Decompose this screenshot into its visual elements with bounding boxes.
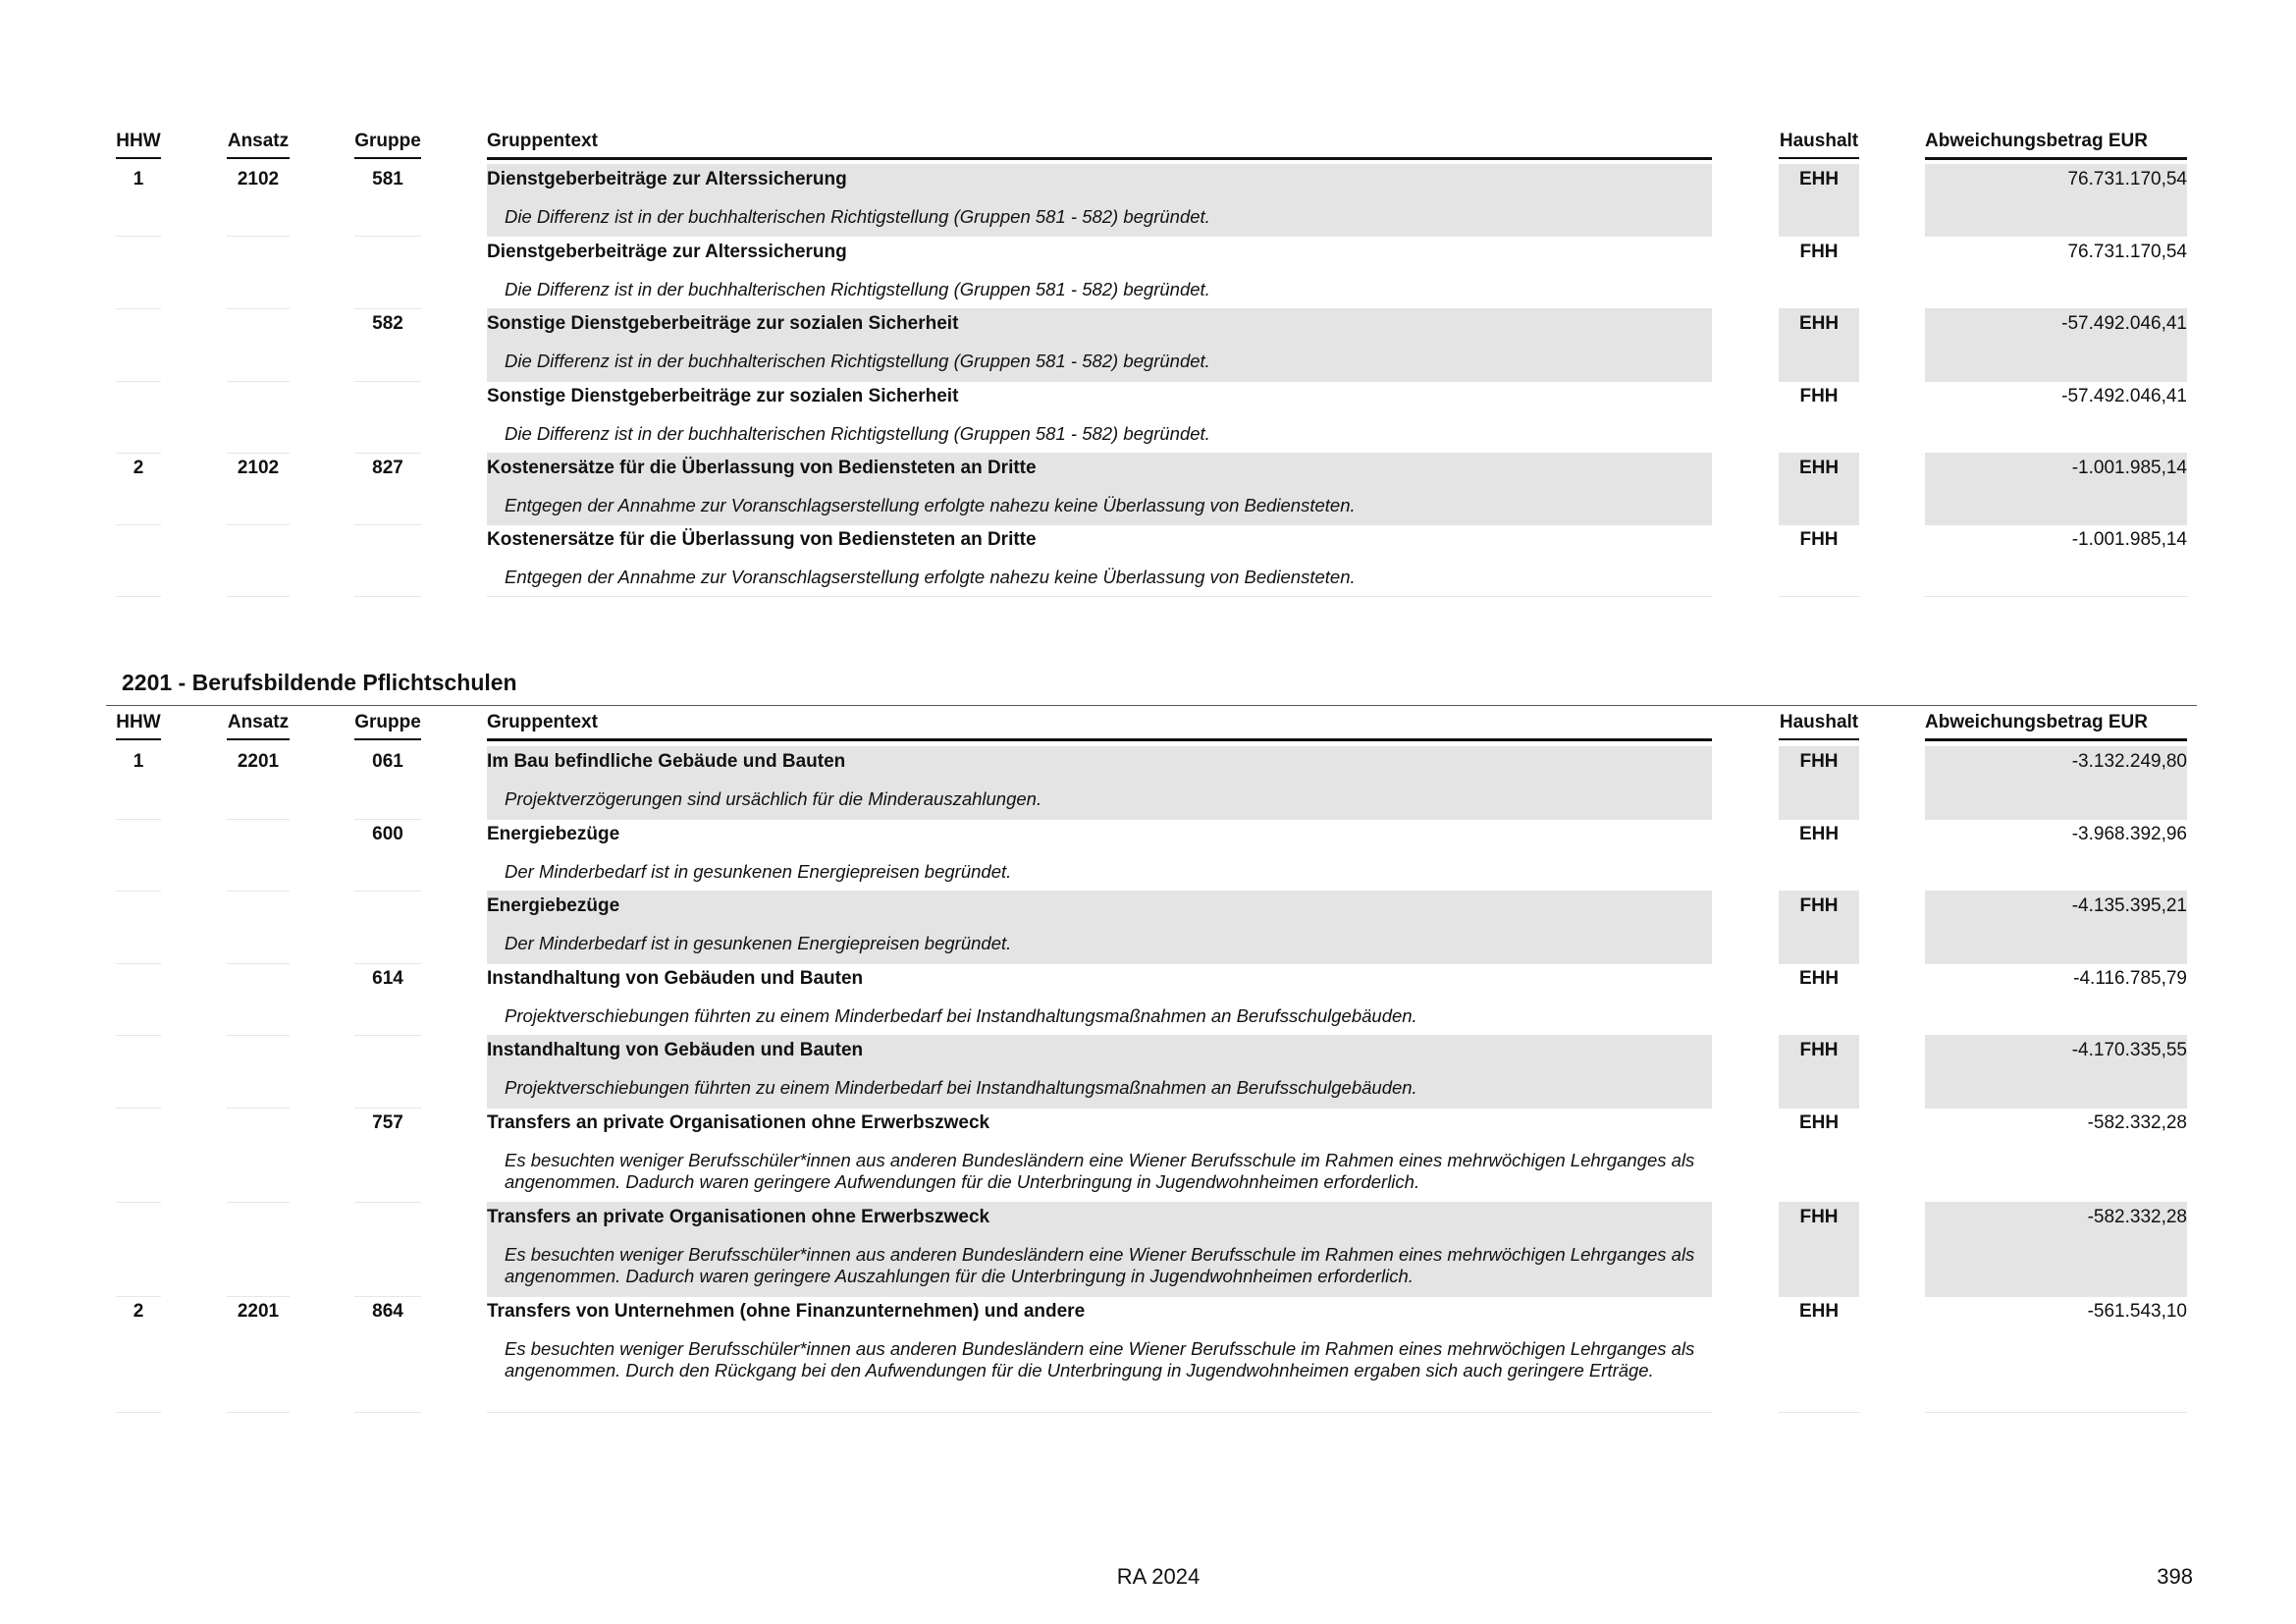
cell-gruppentext (487, 1202, 1712, 1296)
cell-gruppe (354, 891, 421, 963)
group-title: Sonstige Dienstgeberbeiträge zur sozialen Sicherheit (487, 313, 959, 334)
cell-haushalt-value: FHH (1799, 529, 1839, 550)
cell-hhw (116, 819, 161, 891)
group-note: Es besuchten weniger Berufsschüler*innen aus anderen Bundesländern eine Wiener Berufsschule im Rahmen eines mehrwöchigen Lehrganges als angenommen. Dadurch waren geringere Auszahlungen für die Unterbringung in Jugendwohnheimen erforderlich. (505, 1244, 1695, 1286)
group-note: Der Minderbedarf ist in gesunkenen Energiepreisen begründet. (505, 861, 1012, 882)
row-separator (354, 596, 421, 597)
cell-amount (1925, 524, 2187, 596)
cell-gruppe-value: 864 (372, 1301, 403, 1322)
cell-haushalt (1779, 381, 1859, 453)
cell-gruppe (354, 1296, 421, 1412)
cell-gruppe-value: 582 (372, 313, 403, 334)
cell-ansatz (227, 237, 290, 308)
cell-gruppentext (487, 237, 1712, 308)
cell-hhw (116, 891, 161, 963)
row-separator (354, 1412, 421, 1413)
cell-hhw (116, 164, 161, 236)
col-betrag-header: Abweichungsbetrag EUR (1925, 707, 2187, 741)
cell-ansatz (227, 1108, 290, 1202)
cell-gruppe (354, 453, 421, 524)
cell-gruppentext (487, 164, 1712, 236)
group-note: Projektverzögerungen sind ursächlich für die Minderauszahlungen. (505, 788, 1042, 809)
row-separator (1925, 1412, 2187, 1413)
col-gruppentext-header: Gruppentext (487, 126, 1712, 160)
row-separator (487, 1412, 1712, 1413)
cell-ansatz (227, 308, 290, 381)
cell-gruppentext (487, 891, 1712, 963)
cell-ansatz (227, 1035, 290, 1108)
group-note: Es besuchten weniger Berufsschüler*innen aus anderen Bundesländern eine Wiener Berufsschule im Rahmen eines mehrwöchigen Lehrganges als angenommen. Durch den Rückgang bei den Aufwendungen für die Unterbringung in Jugendwohnheimen ergaben sich auch geringere Erträge. (505, 1338, 1695, 1380)
cell-ansatz (227, 164, 290, 236)
col-haushalt-header: Haushalt (1779, 707, 1859, 740)
cell-haushalt (1779, 1296, 1859, 1412)
cell-haushalt-value: FHH (1799, 242, 1839, 262)
row-separator (487, 596, 1712, 597)
group-note: Die Differenz ist in der buchhalterischen Richtigstellung (Gruppen 581 - 582) begründet. (505, 206, 1210, 227)
cell-ansatz-value: 2102 (237, 169, 280, 189)
cell-gruppe-value: 757 (372, 1112, 403, 1133)
cell-amount (1925, 963, 2187, 1035)
cell-gruppe (354, 381, 421, 453)
cell-haushalt (1779, 1035, 1859, 1108)
cell-haushalt-value: EHH (1798, 169, 1840, 189)
cell-amount-value: 76.731.170,54 (2067, 242, 2187, 262)
group-note: Projektverschiebungen führten zu einem Minderbedarf bei Instandhaltungsmaßnahmen an Berufsschulgebäuden. (505, 1005, 1417, 1026)
group-note: Entgegen der Annahme zur Voranschlagserstellung erfolgte nahezu keine Überlassung von Bediensteten. (505, 495, 1356, 515)
cell-haushalt-value: FHH (1799, 386, 1839, 406)
cell-gruppe-value: 600 (372, 824, 403, 844)
cell-haushalt (1779, 891, 1859, 963)
cell-gruppe (354, 524, 421, 596)
cell-haushalt (1779, 1202, 1859, 1296)
col-haushalt-header: Haushalt (1779, 126, 1859, 159)
cell-gruppe-value: 061 (372, 751, 403, 772)
table-row (0, 164, 2296, 236)
table-row (0, 524, 2296, 596)
cell-gruppentext (487, 1296, 1712, 1412)
cell-haushalt (1779, 746, 1859, 819)
cell-hhw (116, 746, 161, 819)
footer-document-name: RA 2024 (1116, 1564, 1201, 1589)
cell-haushalt (1779, 1108, 1859, 1202)
row-separator (1925, 596, 2187, 597)
col-hhw-header: HHW (116, 707, 161, 740)
cell-amount (1925, 819, 2187, 891)
cell-gruppe (354, 746, 421, 819)
cell-gruppe (354, 308, 421, 381)
group-note: Die Differenz ist in der buchhalterischen Richtigstellung (Gruppen 581 - 582) begründet. (505, 351, 1210, 371)
group-note: Es besuchten weniger Berufsschüler*innen aus anderen Bundesländern eine Wiener Berufsschule im Rahmen eines mehrwöchigen Lehrganges als angenommen. Dadurch waren geringere Aufwendungen für die Unterbringung in Jugendwohnheimen erforderlich. (505, 1150, 1695, 1192)
col-gruppe-header: Gruppe (354, 126, 421, 159)
cell-haushalt (1779, 963, 1859, 1035)
group-note: Entgegen der Annahme zur Voranschlagserstellung erfolgte nahezu keine Überlassung von Bediensteten. (505, 567, 1356, 587)
cell-amount-value: -4.116.785,79 (2073, 968, 2187, 989)
col-ansatz-header: Ansatz (227, 126, 290, 159)
cell-haushalt-value: EHH (1798, 458, 1840, 478)
cell-gruppentext (487, 963, 1712, 1035)
cell-hhw (116, 381, 161, 453)
cell-ansatz-value: 2201 (237, 1301, 280, 1322)
row-separator (116, 596, 161, 597)
table-header-2 (0, 707, 2296, 742)
section-divider (106, 705, 2197, 706)
cell-hhw (116, 963, 161, 1035)
cell-hhw-value: 2 (133, 458, 144, 478)
cell-amount (1925, 237, 2187, 308)
cell-hhw (116, 1108, 161, 1202)
cell-ansatz (227, 1296, 290, 1412)
table-header-1 (0, 126, 2296, 161)
col-gruppe-header: Gruppe (354, 707, 421, 740)
cell-amount-value: -582.332,28 (2087, 1112, 2187, 1133)
group-title: Energiebezüge (487, 824, 620, 844)
group-title: Energiebezüge (487, 895, 620, 916)
cell-amount (1925, 308, 2187, 381)
cell-amount (1925, 381, 2187, 453)
col-gruppentext-header: Gruppentext (487, 707, 1712, 741)
cell-ansatz (227, 453, 290, 524)
cell-gruppentext (487, 819, 1712, 891)
group-title: Kostenersätze für die Überlassung von Bediensteten an Dritte (487, 529, 1037, 550)
table-row (0, 1108, 2296, 1202)
row-separator (116, 1412, 161, 1413)
cell-haushalt (1779, 164, 1859, 236)
cell-gruppentext (487, 381, 1712, 453)
cell-ansatz (227, 891, 290, 963)
cell-gruppe-value: 827 (372, 458, 403, 478)
cell-haushalt (1779, 819, 1859, 891)
cell-ansatz (227, 963, 290, 1035)
cell-gruppe (354, 963, 421, 1035)
cell-haushalt-value: EHH (1798, 1301, 1840, 1322)
cell-haushalt-value: EHH (1798, 824, 1840, 844)
section-title: 2201 - Berufsbildende Pflichtschulen (122, 670, 517, 695)
cell-amount (1925, 1108, 2187, 1202)
cell-haushalt (1779, 524, 1859, 596)
cell-hhw (116, 1296, 161, 1412)
cell-gruppe (354, 1202, 421, 1296)
cell-hhw (116, 237, 161, 308)
group-note: Der Minderbedarf ist in gesunkenen Energiepreisen begründet. (505, 933, 1012, 953)
cell-amount (1925, 1296, 2187, 1412)
cell-ansatz (227, 746, 290, 819)
cell-amount-value: -561.543,10 (2087, 1301, 2187, 1322)
table-row (0, 308, 2296, 381)
cell-hhw-value: 1 (133, 169, 144, 189)
cell-amount (1925, 1035, 2187, 1108)
table-row (0, 1035, 2296, 1108)
cell-ansatz (227, 819, 290, 891)
cell-ansatz (227, 381, 290, 453)
table-row (0, 819, 2296, 891)
cell-ansatz-value: 2102 (237, 458, 280, 478)
group-title: Dienstgeberbeiträge zur Alterssicherung (487, 169, 847, 189)
group-note: Die Differenz ist in der buchhalterischen Richtigstellung (Gruppen 581 - 582) begründet. (505, 423, 1210, 444)
cell-haushalt (1779, 237, 1859, 308)
cell-gruppentext (487, 524, 1712, 596)
cell-gruppentext (487, 453, 1712, 524)
cell-amount-value: -3.968.392,96 (2071, 824, 2187, 844)
table-row (0, 237, 2296, 308)
cell-amount-value: -57.492.046,41 (2061, 313, 2187, 334)
cell-gruppe (354, 1035, 421, 1108)
cell-gruppentext (487, 1035, 1712, 1108)
group-note: Die Differenz ist in der buchhalterischen Richtigstellung (Gruppen 581 - 582) begründet. (505, 279, 1210, 299)
col-ansatz-header: Ansatz (227, 707, 290, 740)
cell-amount-value: -582.332,28 (2087, 1207, 2187, 1227)
col-betrag-header: Abweichungsbetrag EUR (1925, 126, 2187, 160)
cell-hhw (116, 524, 161, 596)
table-row (0, 963, 2296, 1035)
cell-hhw (116, 1202, 161, 1296)
cell-gruppe (354, 1108, 421, 1202)
cell-amount-value: -57.492.046,41 (2061, 386, 2187, 406)
cell-haushalt (1779, 453, 1859, 524)
cell-hhw-value: 2 (133, 1301, 144, 1322)
cell-amount-value: -1.001.985,14 (2071, 458, 2187, 478)
group-title: Dienstgeberbeiträge zur Alterssicherung (487, 242, 847, 262)
cell-haushalt-value: FHH (1799, 895, 1839, 916)
cell-gruppentext (487, 746, 1712, 819)
cell-hhw (116, 453, 161, 524)
table-row (0, 746, 2296, 819)
cell-amount-value: -4.135.395,21 (2071, 895, 2187, 916)
cell-amount (1925, 891, 2187, 963)
cell-haushalt-value: EHH (1798, 313, 1840, 334)
cell-ansatz (227, 524, 290, 596)
row-separator (227, 596, 290, 597)
cell-haushalt-value: FHH (1799, 1040, 1839, 1060)
table-row (0, 453, 2296, 524)
footer-page-number: 398 (2157, 1564, 2193, 1589)
col-hhw-header: HHW (116, 126, 161, 159)
cell-haushalt-value: EHH (1798, 1112, 1840, 1133)
cell-ansatz-value: 2201 (237, 751, 280, 772)
group-title: Instandhaltung von Gebäuden und Bauten (487, 968, 864, 989)
group-title: Transfers von Unternehmen (ohne Finanzunternehmen) und andere (487, 1301, 1086, 1322)
cell-gruppentext (487, 1108, 1712, 1202)
cell-amount (1925, 746, 2187, 819)
cell-amount (1925, 164, 2187, 236)
row-separator (227, 1412, 290, 1413)
group-title: Transfers an private Organisationen ohne Erwerbszweck (487, 1207, 990, 1227)
cell-amount (1925, 1202, 2187, 1296)
cell-hhw (116, 308, 161, 381)
group-title: Im Bau befindliche Gebäude und Bauten (487, 751, 846, 772)
group-title: Kostenersätze für die Überlassung von Bediensteten an Dritte (487, 458, 1037, 478)
group-note: Projektverschiebungen führten zu einem Minderbedarf bei Instandhaltungsmaßnahmen an Berufsschulgebäuden. (505, 1077, 1417, 1098)
table-row (0, 381, 2296, 453)
cell-haushalt (1779, 308, 1859, 381)
cell-gruppentext (487, 308, 1712, 381)
table-row (0, 1296, 2296, 1412)
cell-gruppe (354, 237, 421, 308)
cell-amount-value: 76.731.170,54 (2067, 169, 2187, 189)
cell-gruppe-value: 614 (372, 968, 403, 989)
row-separator (1779, 596, 1859, 597)
cell-haushalt-value: EHH (1798, 968, 1840, 989)
cell-ansatz (227, 1202, 290, 1296)
cell-amount-value: -1.001.985,14 (2071, 529, 2187, 550)
group-title: Transfers an private Organisationen ohne Erwerbszweck (487, 1112, 990, 1133)
cell-amount (1925, 453, 2187, 524)
cell-haushalt-value: FHH (1799, 1207, 1839, 1227)
group-title: Sonstige Dienstgeberbeiträge zur sozialen Sicherheit (487, 386, 959, 406)
cell-amount-value: -4.170.335,55 (2071, 1040, 2187, 1060)
cell-hhw-value: 1 (133, 751, 144, 772)
cell-hhw (116, 1035, 161, 1108)
cell-gruppe (354, 819, 421, 891)
cell-haushalt-value: FHH (1799, 751, 1839, 772)
cell-gruppe-value: 581 (372, 169, 403, 189)
cell-gruppe (354, 164, 421, 236)
cell-amount-value: -3.132.249,80 (2071, 751, 2187, 772)
table-row (0, 891, 2296, 963)
group-title: Instandhaltung von Gebäuden und Bauten (487, 1040, 864, 1060)
row-separator (1779, 1412, 1859, 1413)
table-row (0, 1202, 2296, 1296)
